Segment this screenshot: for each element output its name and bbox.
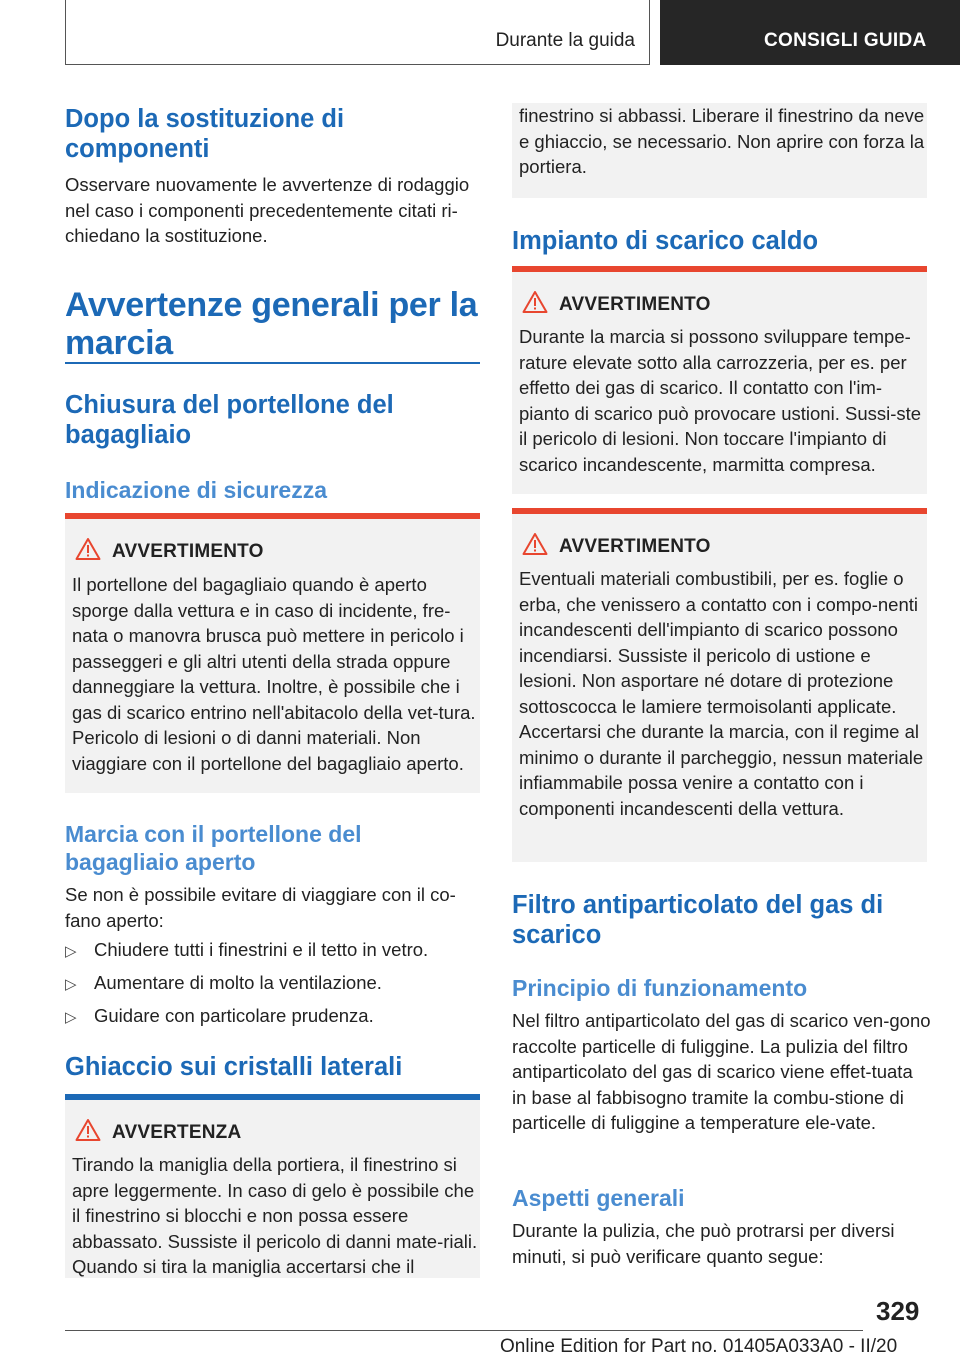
- heading-particulate-filter: Filtro antiparticolato del gas di scarico: [512, 891, 884, 949]
- paragraph-replacement: Osservare nuovamente le avvertenze di rodaggio nel caso i componenti precedentemente citati ri-chiedano la sostituzione.: [65, 174, 470, 246]
- warning-triangle-icon: [75, 537, 101, 561]
- footer-rule: [65, 1330, 863, 1331]
- heading-tailgate-closing: Chiusura del portellone del bagagliaio: [65, 391, 394, 449]
- triangle-right-icon: ▷: [65, 1009, 77, 1026]
- header-section-tab: [65, 0, 650, 65]
- triangle-right-icon: ▷: [65, 943, 77, 960]
- warning-triangle-icon: [75, 1118, 101, 1142]
- paragraph-operating-principle: Nel filtro antiparticolato del gas di scarico ven-gono raccolte particelle di fuliggine. La pulizia del filtro antiparticolato del gas di scarico viene effet-tuata in base al fabbisogno tramite la combu-stione di particelle di fuliggine a temperature ele-vate.: [512, 1010, 931, 1133]
- heading-driving-open-tailgate: Marcia con il portellone del bagagliaio aperto: [65, 821, 362, 875]
- warning-box-exhaust: [512, 272, 927, 494]
- heading-safety-note: Indicazione di sicurezza: [65, 477, 328, 503]
- warning-text: Il portellone del bagagliaio quando è aperto sporge dalla vettura e in caso di incidente, fre-nata o manovra brusca può mettere in pericolo i passeggeri e gli altri utenti della strada oppure danneggiare la vettura. Inoltre, è possibile che i gas di scarico entrino nell'abitacolo della vet-tura. Pericolo di lesioni o di danni materiali. Non viaggiare con il portellone del bagagliaio aperto.: [72, 574, 476, 774]
- paragraph-general-aspects: Durante la pulizia, che può protrarsi per diversi minuti, si può verificare quanto segue:: [512, 1220, 895, 1267]
- page-number: 329: [876, 1296, 920, 1326]
- list-item: Guidare con particolare prudenza.: [94, 1005, 374, 1026]
- header-chapter-title: CONSIGLI GUIDA: [764, 30, 927, 51]
- heading-general-aspects: Aspetti generali: [512, 1185, 685, 1211]
- warning-box-ice-continued: [512, 103, 927, 198]
- heading-ice-windows: Ghiaccio sui cristalli laterali: [65, 1053, 403, 1081]
- warning-box-ice: [65, 1100, 480, 1278]
- header-section-title: Durante la guida: [495, 30, 635, 51]
- list-item: Aumentare di molto la ventilazione.: [94, 972, 382, 993]
- warning-title: AVVERTIMENTO: [112, 541, 264, 562]
- warning-title: AVVERTENZA: [112, 1122, 242, 1143]
- triangle-right-icon: ▷: [65, 976, 77, 993]
- warning-text: Durante la marcia si possono sviluppare tempe-rature elevate sotto alla carrozzeria, per es. per effetto dei gas di scarico. Il contatto con l'im-pianto di scarico può provocare ustioni. Sussi-ste il pericolo di lesioni. Non toccare l'impianto di scarico incandescente, marmitta compresa.: [519, 326, 922, 475]
- footer-edition: Online Edition for Part no. 01405A033A0 - II/20: [500, 1336, 898, 1357]
- heading-replacement: Dopo la sostituzione di componenti: [65, 105, 345, 163]
- heading-rule: [65, 362, 480, 364]
- heading-general-warnings: Avvertenze generali per la marcia: [65, 286, 478, 362]
- warning-triangle-icon: [522, 290, 548, 314]
- warning-text: Tirando la maniglia della portiera, il finestrino si apre leggermente. In caso di gelo è possibile che il finestrino si blocchi e non possa essere abbassato. Sussiste il pericolo di danni mate-riali. Quando si tira la maniglia accertarsi che il: [72, 1154, 478, 1277]
- warning-triangle-icon: [522, 532, 548, 556]
- warning-box-combustible: [512, 514, 927, 862]
- warning-title: AVVERTIMENTO: [559, 536, 711, 557]
- heading-hot-exhaust: Impianto di scarico caldo: [512, 227, 819, 255]
- warning-text: Eventuali materiali combustibili, per es. foglie o erba, che venissero a contatto con i compo-nenti incandescenti dell'impianto di scarico possono incendiarsi. Sussiste il pericolo di ustione e lesioni. Non asportare né dotare di protezione sottoscocca le lamiere termoisolanti applicate. Accertarsi che durante la marcia, con il regime al minimo o durante il parcheggio, nessun materiale infiammabile possa venire a contatto con i componenti incandescenti della vettura.: [519, 568, 924, 819]
- paragraph-open-tailgate: Se non è possibile evitare di viaggiare con il co-fano aperto:: [65, 884, 456, 931]
- warning-text: finestrino si abbassi. Liberare il finestrino da neve e ghiaccio, se necessario. Non aprire con forza la portiera.: [519, 105, 925, 177]
- heading-operating-principle: Principio di funzionamento: [512, 975, 808, 1001]
- warning-title: AVVERTIMENTO: [559, 294, 711, 315]
- list-item: Chiudere tutti i finestrini e il tetto in vetro.: [94, 939, 429, 960]
- header-chapter-tab: [660, 0, 960, 65]
- warning-box-tailgate: [65, 519, 480, 793]
